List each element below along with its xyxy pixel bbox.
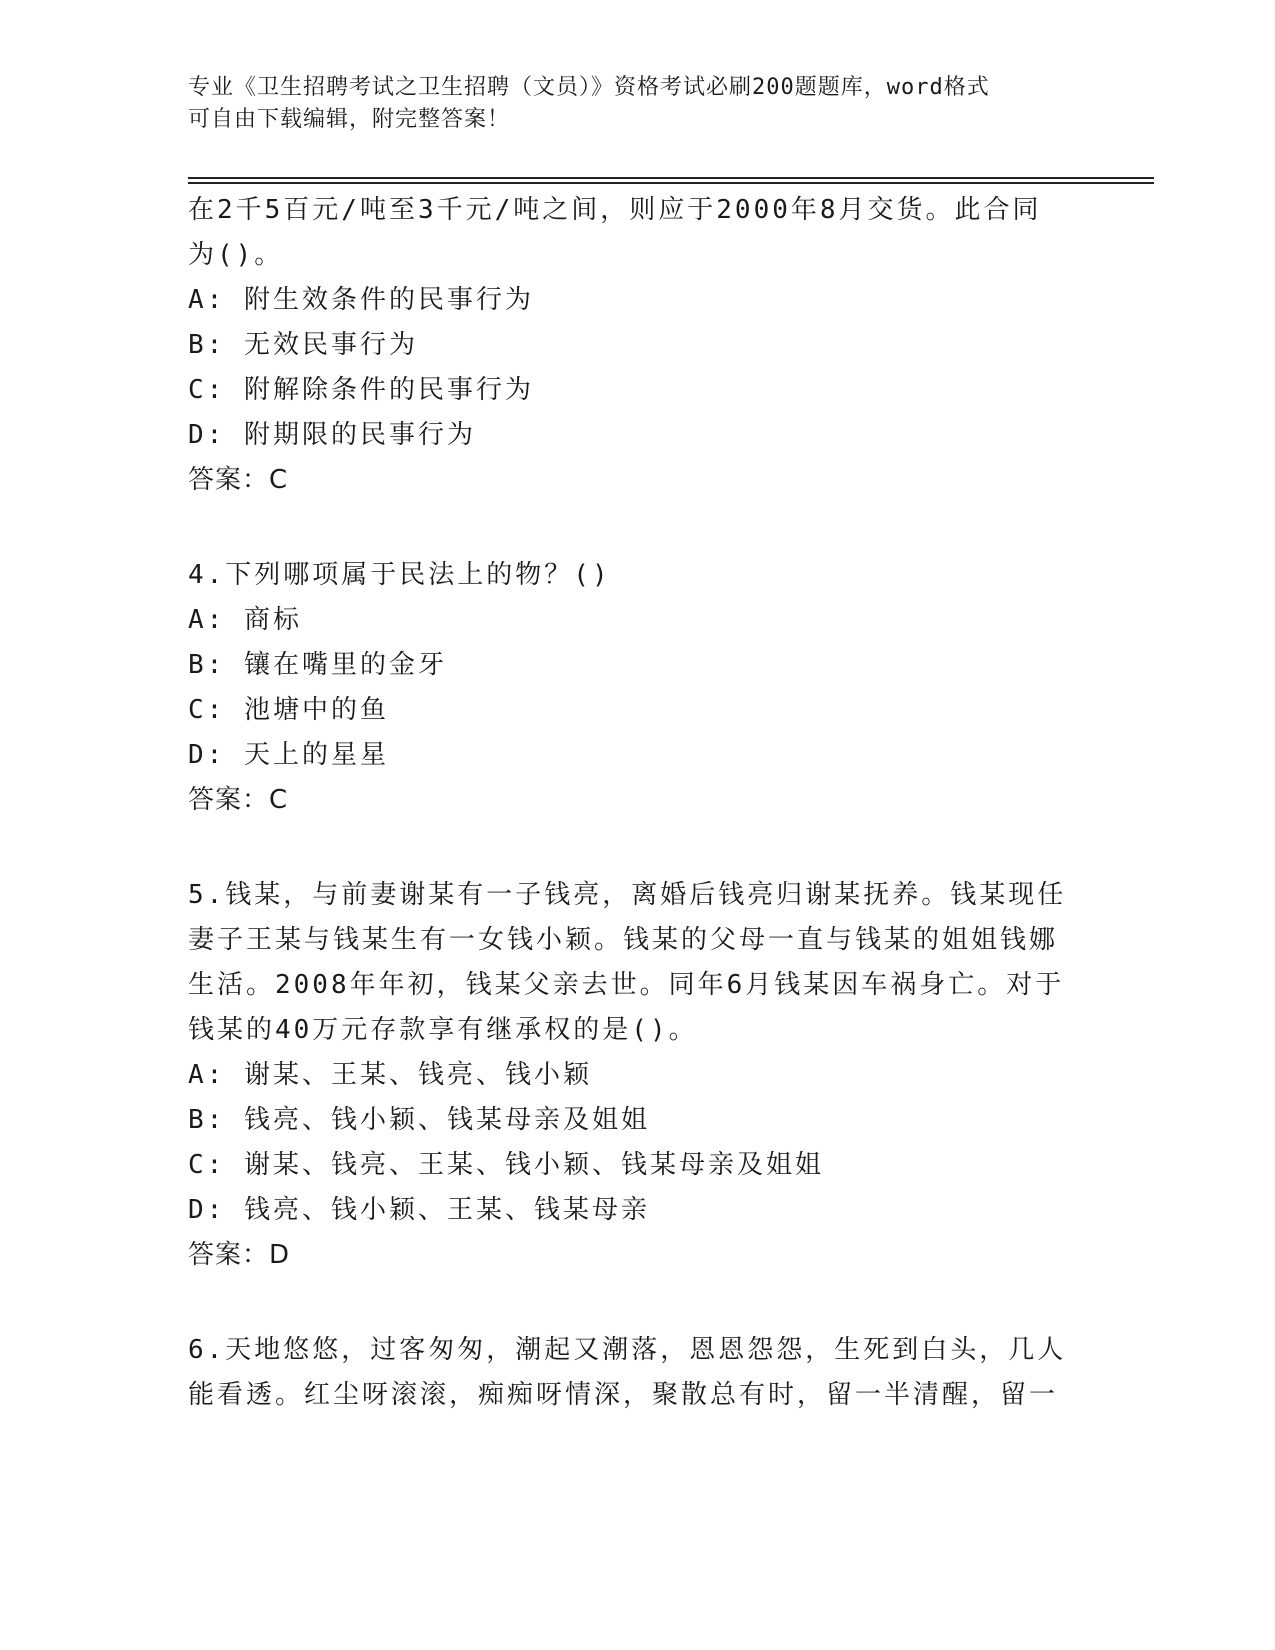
question-stem-line: 4.下列哪项属于民法上的物？() <box>188 560 611 590</box>
question-stem-line: 钱某的40万元存款享有继承权的是()。 <box>188 1015 698 1045</box>
option-a: A: 附生效条件的民事行为 <box>188 285 534 315</box>
header-title-line-1: 专业《卫生招聘考试之卫生招聘（文员）》资格考试必刷200题题库，word格式 <box>188 75 990 100</box>
answer-label: 答案：C <box>188 465 289 495</box>
option-d: D: 钱亮、钱小颖、王某、钱某母亲 <box>188 1195 650 1225</box>
option-c: C: 附解除条件的民事行为 <box>188 375 534 405</box>
option-b: B: 无效民事行为 <box>188 330 418 360</box>
question-stem-line: 5.钱某，与前妻谢某有一子钱亮，离婚后钱亮归谢某抚养。钱某现任 <box>188 880 1067 910</box>
question-spacer <box>188 1278 1088 1328</box>
answer-label: 答案：C <box>188 785 289 815</box>
option-b: B: 钱亮、钱小颖、钱某母亲及姐姐 <box>188 1105 650 1135</box>
question-6 <box>188 1328 1088 1418</box>
option-d: D: 附期限的民事行为 <box>188 420 476 450</box>
question-4 <box>188 553 1088 823</box>
document-header <box>188 72 1068 136</box>
question-stem-line: 能看透。红尘呀滚滚，痴痴呀情深，聚散总有时，留一半清醒，留一 <box>188 1380 1059 1410</box>
option-c: C: 谢某、钱亮、王某、钱小颖、钱某母亲及姐姐 <box>188 1150 824 1180</box>
question-stem-line: 在2千5百元/吨至3千元/吨之间，则应于2000年8月交货。此合同 <box>188 195 1042 225</box>
option-c: C: 池塘中的鱼 <box>188 695 389 725</box>
question-stem-line: 6.天地悠悠，过客匆匆，潮起又潮落，恩恩怨怨，生死到白头，几人 <box>188 1335 1067 1365</box>
option-a: A: 商标 <box>188 605 302 635</box>
header-divider-bottom <box>188 182 1154 184</box>
question-5 <box>188 873 1088 1278</box>
question-stem-line: 生活。2008年年初，钱某父亲去世。同年6月钱某因车祸身亡。对于 <box>188 970 1065 1000</box>
question-spacer <box>188 823 1088 873</box>
question-stem-line: 妻子王某与钱某生有一女钱小颖。钱某的父母一直与钱某的姐姐钱娜 <box>188 925 1059 955</box>
question-3 <box>188 188 1088 503</box>
question-spacer <box>188 503 1088 553</box>
option-a: A: 谢某、王某、钱亮、钱小颖 <box>188 1060 592 1090</box>
question-list <box>188 188 1088 1418</box>
header-divider-top <box>188 177 1154 179</box>
answer-label: 答案：D <box>188 1240 291 1270</box>
header-title-line-2: 可自由下载编辑，附完整答案！ <box>188 107 511 132</box>
option-b: B: 镶在嘴里的金牙 <box>188 650 447 680</box>
question-stem-line: 为()。 <box>188 240 284 270</box>
option-d: D: 天上的星星 <box>188 740 389 770</box>
